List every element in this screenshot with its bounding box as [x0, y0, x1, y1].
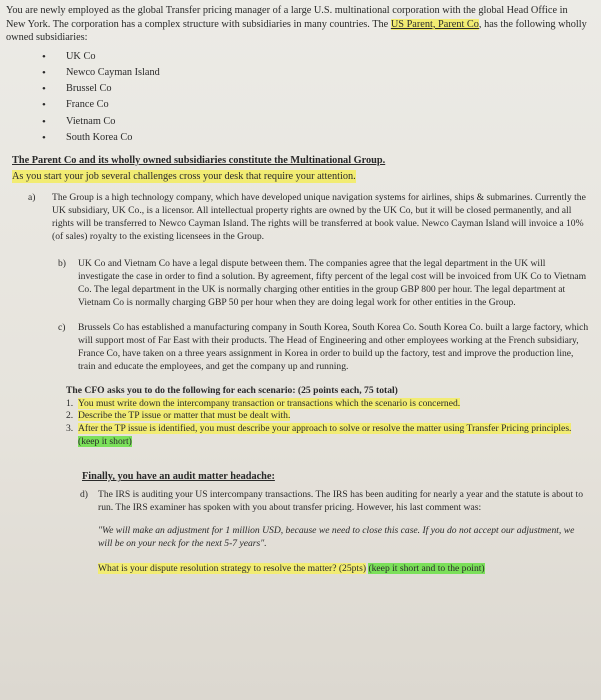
scenario-d [80, 488, 589, 514]
bullet-icon: • [42, 83, 46, 96]
list-item [6, 81, 589, 97]
scenario-marker: c) [58, 322, 66, 334]
cfo-instructions [66, 385, 589, 448]
subsidiary-name: Brussel Co [66, 83, 112, 95]
list-item [6, 114, 589, 130]
intro-paragraph [6, 4, 589, 45]
group-heading: The Parent Co and its wholly owned subsidiaries constitute the Multinational Group. [12, 155, 386, 166]
scenario-text: UK Co and Vietnam Co have a legal dispute between them. The companies agree that the legal department in the UK will investigate the case in order to find a solution. By agreement, fifty percent of the legal cost will be invoiced from UK Co to Vietnam Co. The legal department in the UK is normally charging other entities in the group GBP 800 per hour. The legal department at Vietnam Co is normally charging GBP 50 per hour when they are doing legal work for other entities in the Group. [78, 258, 587, 309]
bullet-icon: • [42, 115, 46, 128]
final-question [98, 562, 589, 576]
scenario-text: The IRS is auditing your US intercompany transactions. The IRS has been auditing for nearly a year and the statute is about to run. The IRS examiner has spoken with you about transfer pricing. However, his last comment was: [98, 488, 583, 513]
bullet-icon: • [42, 50, 46, 63]
subsidiary-name: UK Co [66, 50, 96, 62]
list-item [6, 97, 589, 113]
scenario-c [58, 321, 589, 373]
cfo-title: The CFO asks you to do the following for each scenario: (25 points each, 75 total) [66, 385, 398, 397]
list-item [66, 410, 589, 423]
parent-company-highlight: US Parent, Parent Co [390, 18, 479, 30]
task-text: After the TP issue is identified, you must describe your approach to solve or resolve the matter using Transfer Pricing principles. [78, 422, 572, 434]
scenario-a [28, 191, 589, 243]
subsidiary-name: Newco Cayman Island [66, 66, 160, 78]
subsidiary-list [6, 49, 589, 146]
subsidiary-name: South Korea Co [66, 131, 133, 143]
task-text: Describe the TP issue or matter that must be dealt with. [78, 410, 291, 422]
subsidiary-name: Vietnam Co [66, 115, 116, 127]
finally-heading: Finally, you have an audit matter headache: [82, 471, 275, 483]
list-item [6, 49, 589, 65]
bullet-icon: • [42, 131, 46, 144]
keep-short-tag: (keep it short) [78, 435, 132, 447]
list-item [6, 65, 589, 81]
scenario-text: The Group is a high technology company, which have developed unique navigation systems for airlines, ships & submarines. Currently the UK subsidiary, UK Co., is a licensor. All intellectual property rights are owned by the UK Co, but it will be closed permanently, and all rights will be transferred to Newco Cayman Island. The rights will be transferred at book value. Newco Cayman Island will invoice a 10% (of sales) royalty to the existing licensees in the Group. [52, 192, 586, 243]
task-number: 1. [66, 397, 74, 409]
scenario-marker: d) [80, 488, 88, 500]
scenario-marker: b) [58, 258, 66, 270]
cfo-task-list [66, 398, 589, 448]
task-text: You must write down the intercompany transaction or transactions which the scenario is concerned. [78, 397, 461, 409]
challenges-line: As you start your job several challenges cross your desk that require your attention. [12, 170, 356, 182]
list-item [6, 130, 589, 146]
irs-quote: "We will make an adjustment for 1 million USD, because we need to close this case. If you do not accept our adjustment, we will be on your neck for the next 5-7 years". [98, 524, 575, 549]
list-item [66, 398, 589, 411]
bullet-icon: • [42, 99, 46, 112]
task-number: 3. [66, 422, 74, 434]
scenario-text: Brussels Co has established a manufacturing company in South Korea, South Korea Co. South Korea Co. built a large factory, which will support most of Far East with their products. The Head of Engineering and other employees working at the French subsidiary, France Co, have taken on a three years assignment in Korea in order to build up the factory, test and improve the production line, train and educate the employees, and get the company up and running. [78, 322, 589, 373]
list-item [66, 423, 589, 448]
subsidiary-name: France Co [66, 99, 109, 111]
intro-text-2: , has the following wholly owned subsidiaries: [6, 18, 587, 44]
task-number: 2. [66, 410, 74, 422]
final-question-tag: (keep it short and to the point) [368, 562, 485, 574]
scenario-marker: a) [28, 192, 36, 204]
scenario-b [58, 257, 589, 309]
intro-text-1: You are newly employed as the global Transfer pricing manager of a large U.S. multinational corporation with the global Head Office in New York. The corporation has a complex structure with subsidiaries in many countries. The [6, 5, 568, 30]
bullet-icon: • [42, 66, 46, 79]
final-question-text: What is your dispute resolution strategy to resolve the matter? (25pts) [98, 562, 367, 574]
